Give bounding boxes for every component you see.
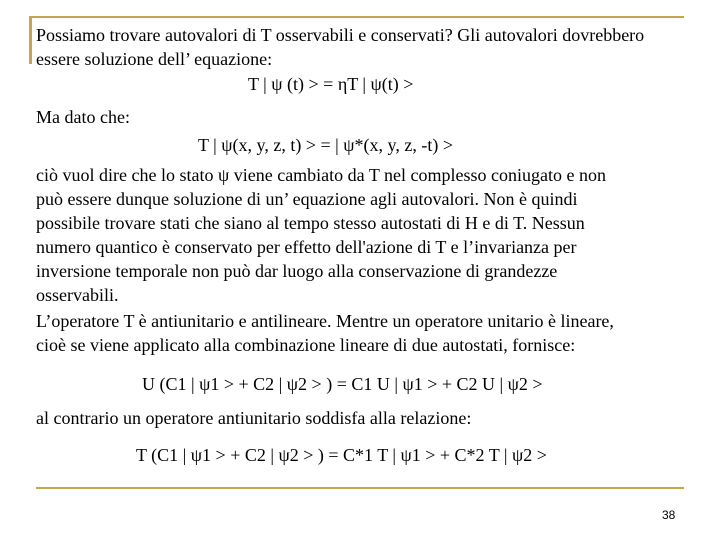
text-line: ciò vuol dire che lo stato ψ viene cambiato da T nel complesso coniugato e non <box>36 165 606 185</box>
text-line: può essere dunque soluzione di un’ equazione agli autovalori. Non è quindi <box>36 189 578 209</box>
page-number: 38 <box>662 508 676 522</box>
equation-1: T | ψ (t) > = ηT | ψ(t) > <box>248 74 414 94</box>
text-line: Ma dato che: <box>36 107 130 127</box>
equation-4: T (C1 | ψ1 > + C2 | ψ2 > ) = C*1 T | ψ1 > + C*2 T | ψ2 > <box>136 445 547 465</box>
text-line: L’operatore T è antiunitario e antilineare. Mentre un operatore unitario è lineare, <box>36 311 614 331</box>
text-line: possibile trovare stati che siano al tempo stesso autostati di H e di T. Nessun <box>36 213 585 233</box>
top-rule <box>29 16 684 18</box>
text-line: inversione temporale non può dar luogo alla conservazione di grandezze <box>36 261 558 281</box>
left-accent-rule <box>29 16 32 64</box>
text-line: Possiamo trovare autovalori di T osservabili e conservati? Gli autovalori dovrebbero <box>36 25 645 45</box>
bottom-rule <box>36 487 684 489</box>
equation-2: T | ψ(x, y, z, t) > = | ψ*(x, y, z, -t) > <box>198 135 453 155</box>
equation-3: U (C1 | ψ1 > + C2 | ψ2 > ) = C1 U | ψ1 > + C2 U | ψ2 > <box>142 374 543 394</box>
text-line: cioè se viene applicato alla combinazione lineare di due autostati, fornisce: <box>36 335 576 355</box>
text-line: essere soluzione dell’ equazione: <box>36 49 273 69</box>
text-line: numero quantico è conservato per effetto dell'azione di T e l’invarianza per <box>36 237 577 257</box>
text-line: osservabili. <box>36 285 119 305</box>
text-line: al contrario un operatore antiunitario soddisfa alla relazione: <box>36 408 472 428</box>
